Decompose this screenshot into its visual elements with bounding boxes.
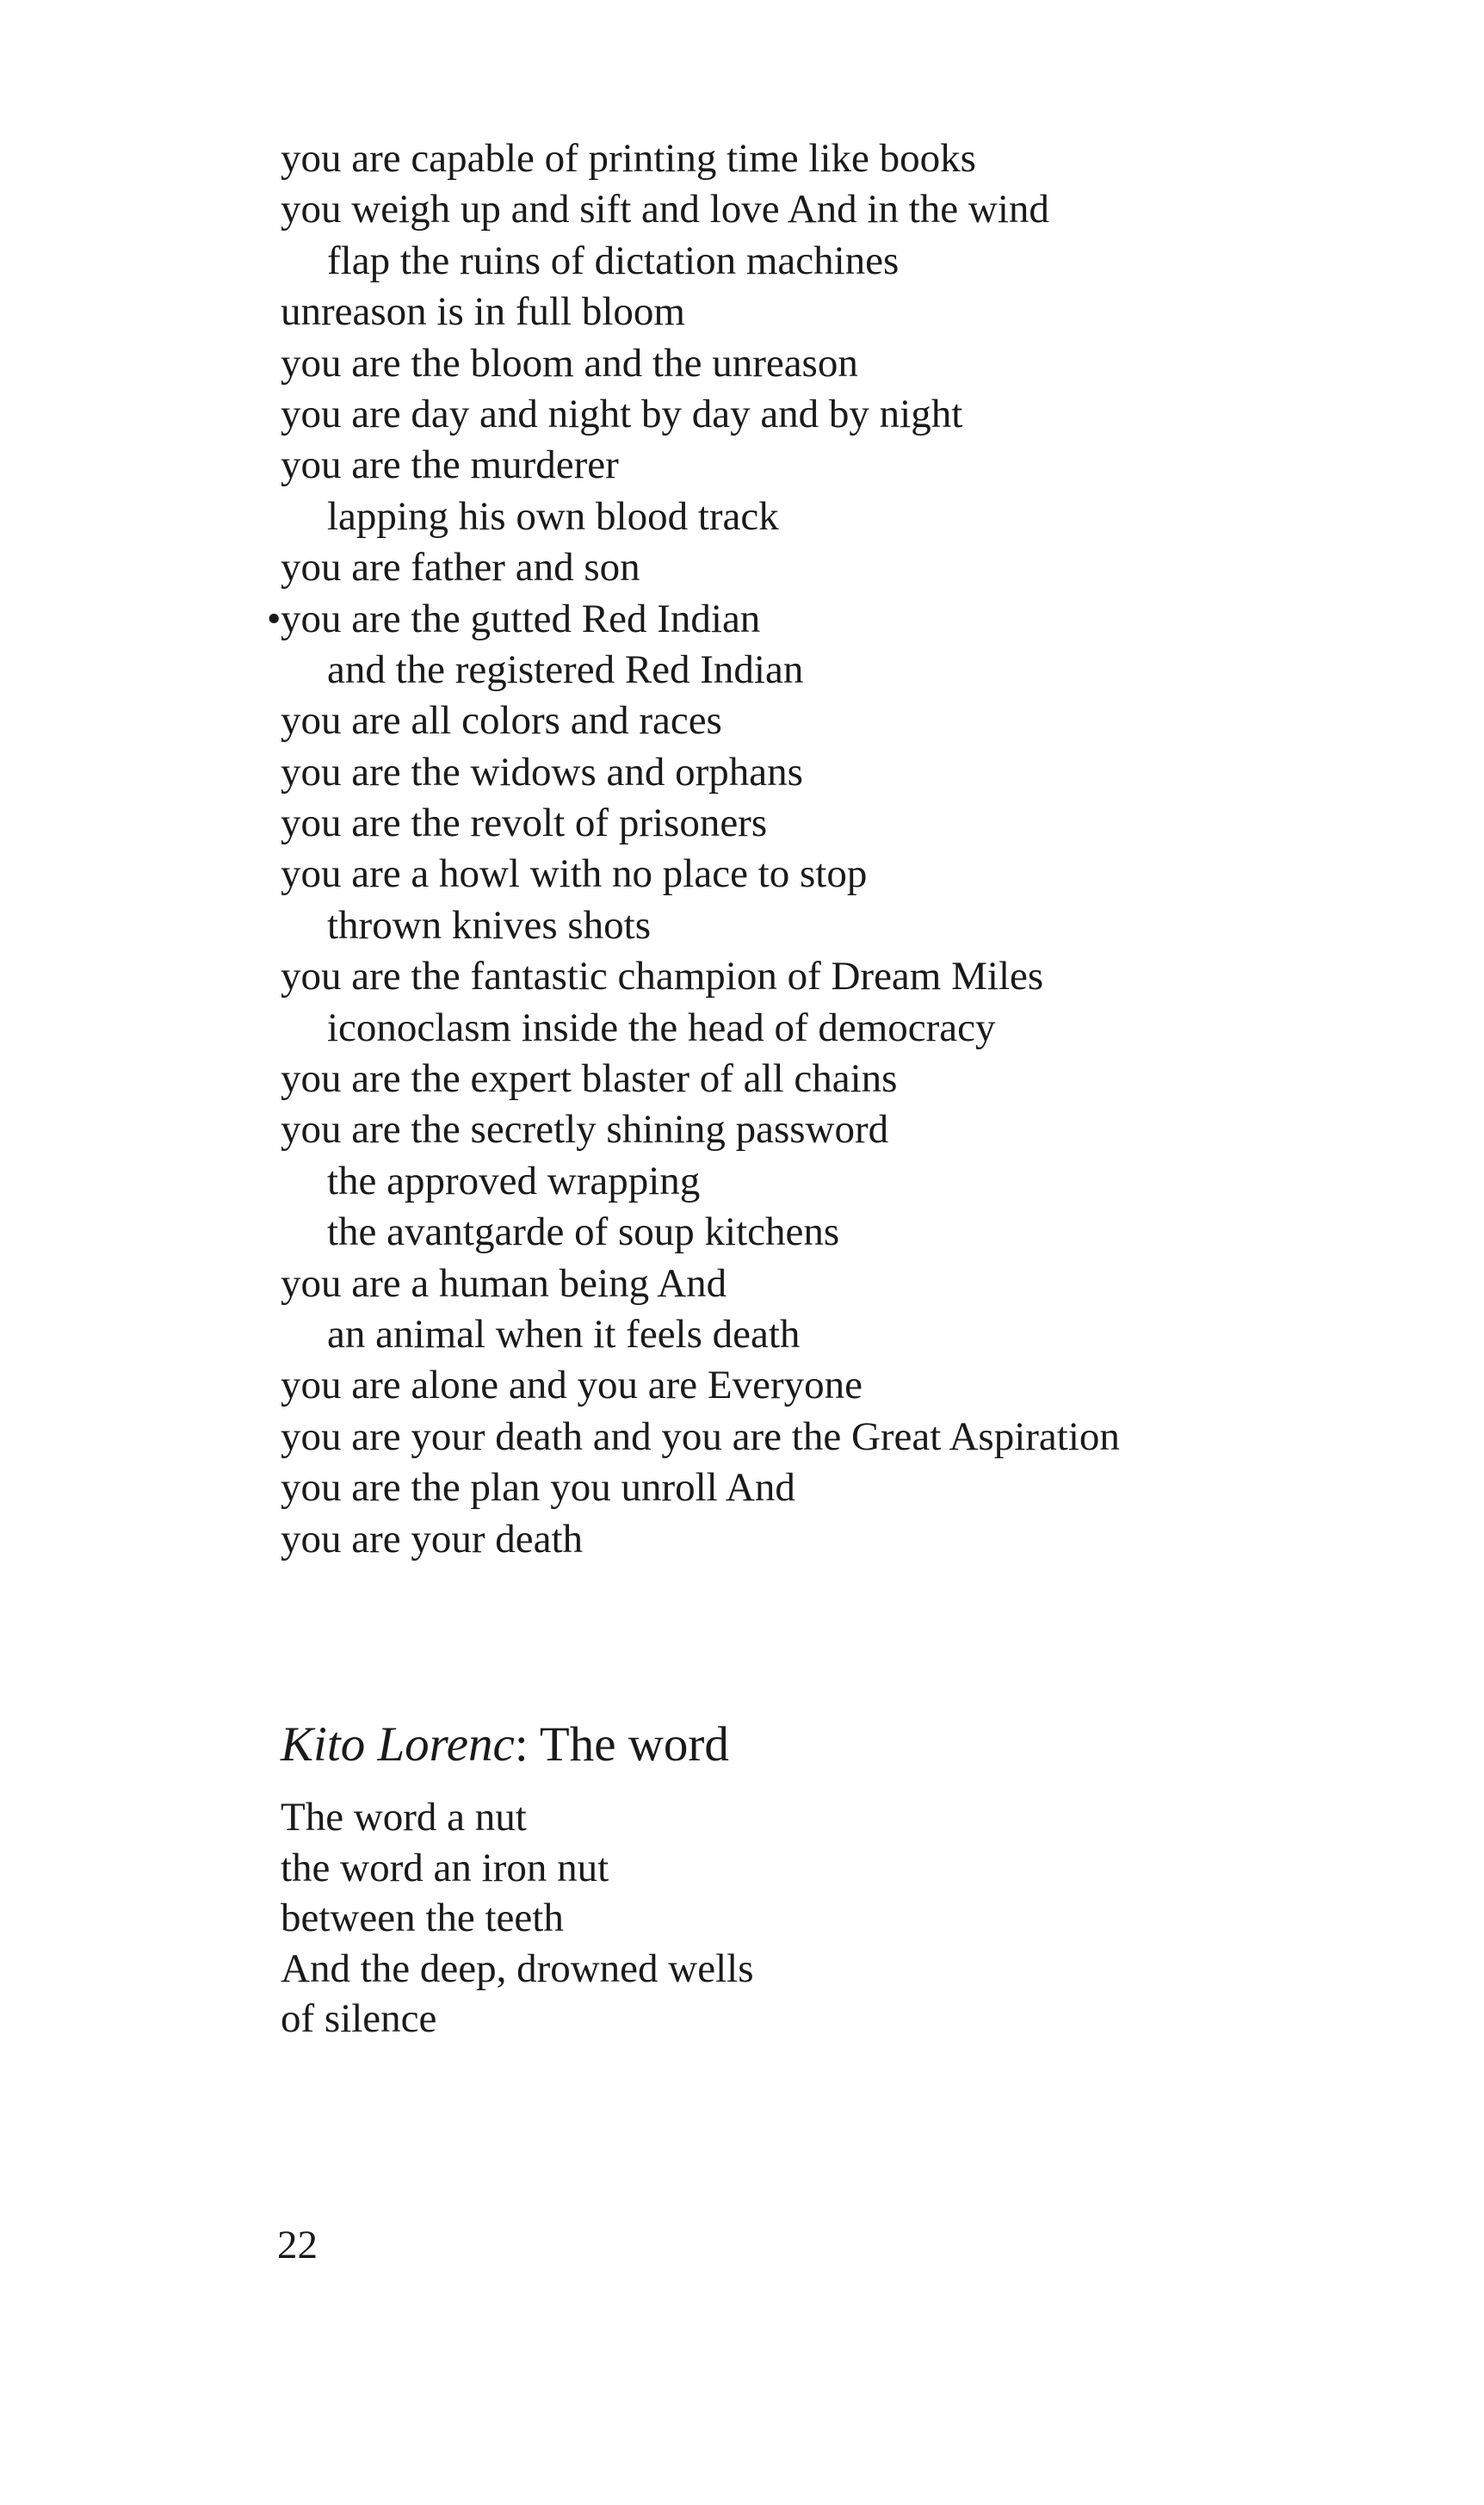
poem-line	[281, 1309, 1400, 1360]
poem-line	[281, 798, 1400, 849]
poem-line	[281, 184, 1400, 235]
poem-line	[281, 1792, 1314, 1843]
poem-line-text: you are the plan you unroll And	[281, 1465, 795, 1511]
poem-line	[281, 492, 1400, 542]
poem-line-text: thrown knives shots	[327, 902, 651, 948]
poem-line	[281, 1463, 1400, 1513]
poem-line	[281, 951, 1400, 1002]
poem-line	[281, 440, 1400, 491]
poem-line-text: you are a human being And	[281, 1260, 727, 1306]
poem-line-text: you are the gutted Red Indian	[281, 596, 761, 641]
poem-line-text: lapping his own blood track	[327, 493, 779, 539]
poem-line-text: an animal when it feels death	[327, 1311, 801, 1357]
poem-line-text: the word an iron nut	[281, 1845, 609, 1890]
poem-line	[281, 1412, 1400, 1463]
poem-line	[281, 287, 1400, 337]
poem-line	[267, 594, 1400, 645]
poem-line	[281, 1514, 1400, 1565]
poem-line	[281, 1207, 1400, 1258]
poem-line-text: The word a nut	[281, 1795, 527, 1840]
margin-mark: •	[267, 596, 281, 641]
poem-line-text: you are your death and you are the Great Aspiration	[281, 1413, 1120, 1459]
poem-line-text: unreason is in full bloom	[281, 289, 685, 335]
poem-line	[281, 1893, 1314, 1944]
poem-line-text: iconoclasm inside the head of democracy	[327, 1005, 996, 1050]
poem-line-text: you are capable of printing time like books	[281, 136, 976, 181]
poem-line	[281, 1843, 1314, 1894]
poem-line	[281, 389, 1400, 440]
poem-line-text: you are all colors and races	[281, 698, 722, 744]
poem-line	[281, 1054, 1400, 1104]
poem-line	[281, 849, 1400, 900]
poem-line	[281, 900, 1400, 951]
poem-line-text: you are the secretly shining password	[281, 1107, 889, 1153]
poem-line-text: you are father and son	[281, 545, 640, 591]
poem-line-text: between the teeth	[281, 1896, 564, 1940]
poem-line	[281, 542, 1400, 593]
poem-line	[281, 1003, 1400, 1054]
poem-line-text: you are the revolt of prisoners	[281, 801, 768, 846]
poem-line-text: of silence	[281, 1996, 437, 2041]
poem-line-text: And the deep, drowned wells	[281, 1945, 754, 1991]
poem-author: Kito Lorenc	[281, 1717, 515, 1772]
poem-line	[281, 133, 1400, 184]
page-number: 22	[277, 2223, 318, 2267]
poem-line-text: you are alone and you are Everyone	[281, 1363, 863, 1408]
poem-line	[281, 338, 1400, 389]
poem-line-text: you are the murderer	[281, 442, 619, 488]
poem-line-text: you are the fantastic champion of Dream Miles	[281, 954, 1044, 999]
poem-line-text: you are the expert blaster of all chains	[281, 1056, 898, 1102]
poem-line-text: you are the widows and orphans	[281, 749, 803, 795]
poem-line	[281, 1259, 1400, 1309]
poem-line	[281, 696, 1400, 746]
poem-line-text: you are the bloom and the unreason	[281, 340, 858, 386]
poem-line	[281, 1944, 1314, 1995]
poem-line-text: you are a howl with no place to stop	[281, 851, 868, 897]
poem-line	[281, 1994, 1314, 2044]
poem-line-text: the approved wrapping	[327, 1158, 701, 1203]
poem-the-word	[281, 1792, 1314, 2044]
poem-line-text: you are day and night by day and by night	[281, 391, 963, 436]
poem-heading	[281, 1715, 729, 1775]
poem-line-text: flap the ruins of dictation machines	[327, 238, 900, 283]
poem-line-text: you are your death	[281, 1516, 584, 1562]
heading-separator: :	[514, 1717, 540, 1772]
poem-line	[281, 645, 1400, 696]
poem-continuation	[267, 133, 1400, 1565]
poem-title: The word	[539, 1717, 729, 1772]
poem-line	[281, 1360, 1400, 1411]
poem-line	[281, 1104, 1400, 1155]
poem-line	[281, 236, 1400, 287]
poem-line-text: you weigh up and sift and love And in the wind	[281, 187, 1049, 232]
poem-line-text: and the registered Red Indian	[327, 646, 804, 692]
poem-line-text: the avantgarde of soup kitchens	[327, 1209, 840, 1255]
poem-line	[281, 1156, 1400, 1207]
poem-line	[281, 747, 1400, 798]
